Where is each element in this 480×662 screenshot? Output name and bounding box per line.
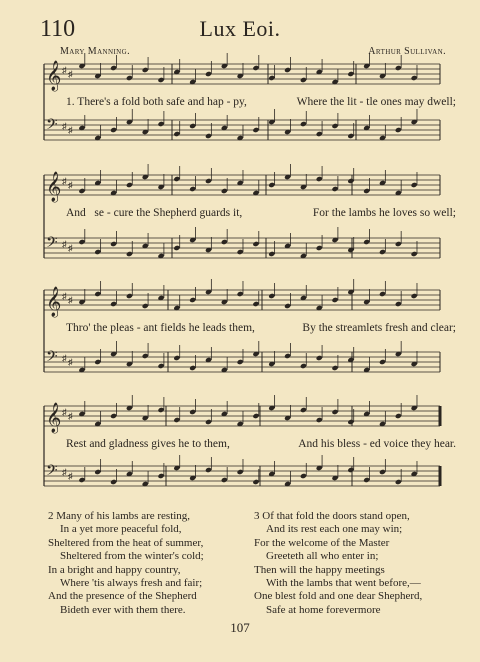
sharp-icon: ♯ <box>68 411 73 421</box>
verse-line: Where 'tis always fresh and fair; <box>60 577 203 590</box>
lyric-line-1-part-b: Where the lit - tle ones may dwell; <box>296 96 456 108</box>
lyric-line-4-part-b: And his bless - ed voice they hear. <box>298 438 456 450</box>
music-credit: Arthur Sullivan. <box>368 46 446 57</box>
verse-line: And the presence of the Shepherd <box>48 590 197 603</box>
sharp-icon: ♯ <box>68 471 73 481</box>
lyric-line-3 <box>66 322 456 334</box>
sharp-icon: ♯ <box>68 125 73 135</box>
verse-line: Greeteth all who enter in; <box>266 550 379 563</box>
verse-line: Bideth ever with them there. <box>60 603 186 616</box>
sharp-icon: ♯ <box>62 467 67 477</box>
bass-clef-icon: 𝄢 <box>46 348 58 369</box>
page-number: 110 <box>40 16 76 42</box>
verse-line: 2 Many of his lambs are resting, <box>48 510 191 522</box>
treble-clef-icon: 𝄞 <box>46 403 62 433</box>
sharp-icon: ♯ <box>62 239 67 249</box>
folio-number: 107 <box>230 620 250 635</box>
treble-clef-icon: 𝄞 <box>46 61 62 91</box>
sharp-icon: ♯ <box>68 180 73 190</box>
verse-2 <box>48 510 228 617</box>
hymn-title: Lux Eoi. <box>199 16 281 41</box>
sharp-icon: ♯ <box>62 291 67 301</box>
sharp-icon: ♯ <box>62 176 67 186</box>
lyric-line-2-part-a: And se - cure the Shepherd guards it, <box>66 207 243 219</box>
verse-line: One blest fold and one dear Shepherd, <box>254 590 423 603</box>
verse-line: In a bright and happy country, <box>48 563 181 576</box>
lyric-line-2 <box>66 207 456 219</box>
verse-line: In a yet more peaceful fold, <box>60 523 182 536</box>
lyric-line-4 <box>66 438 456 450</box>
treble-clef-icon: 𝄞 <box>46 172 62 202</box>
bass-clef-icon: 𝄢 <box>46 462 58 483</box>
lyric-line-2-part-b: For the lambs he loves so well; <box>312 207 456 219</box>
sharp-icon: ♯ <box>62 353 67 363</box>
verse-line: And its rest each one may win; <box>266 523 403 536</box>
lyric-line-3-part-a: Thro' the pleas - ant fields he leads them, <box>66 322 255 334</box>
verse-line: Then will the happy meetings <box>254 563 385 576</box>
lyric-line-3-part-b: By the streamlets fresh and clear; <box>302 322 456 334</box>
staff-systems <box>44 53 440 487</box>
lyric-line-1-part-a: 1. There's a fold both safe and hap - py, <box>66 96 247 108</box>
verse-line: Sheltered from the heat of summer, <box>48 536 204 549</box>
sharp-icon: ♯ <box>68 295 73 305</box>
sharp-icon: ♯ <box>62 121 67 131</box>
sharp-icon: ♯ <box>68 357 73 367</box>
bass-clef-icon: 𝄢 <box>46 116 58 137</box>
verse-3 <box>254 510 454 617</box>
lyric-line-4-part-a: Rest and gladness gives he to them, <box>66 438 230 450</box>
verse-line: For the welcome of the Master <box>254 536 390 549</box>
bass-clef-icon: 𝄢 <box>46 234 58 255</box>
words-credit: Mary Manning. <box>60 46 130 57</box>
verse-line: 3 Of that fold the doors stand open, <box>254 510 410 522</box>
verse-line: Sheltered from the winter's cold; <box>60 550 204 563</box>
sharp-icon: ♯ <box>62 407 67 417</box>
verse-line: With the lambs that went before,— <box>266 577 421 590</box>
sharp-icon: ♯ <box>68 69 73 79</box>
sharp-icon: ♯ <box>68 243 73 253</box>
verse-line: Safe at home forevermore <box>266 603 381 616</box>
sharp-icon: ♯ <box>62 65 67 75</box>
lyric-line-1 <box>66 96 456 108</box>
treble-clef-icon: 𝄞 <box>46 287 62 317</box>
